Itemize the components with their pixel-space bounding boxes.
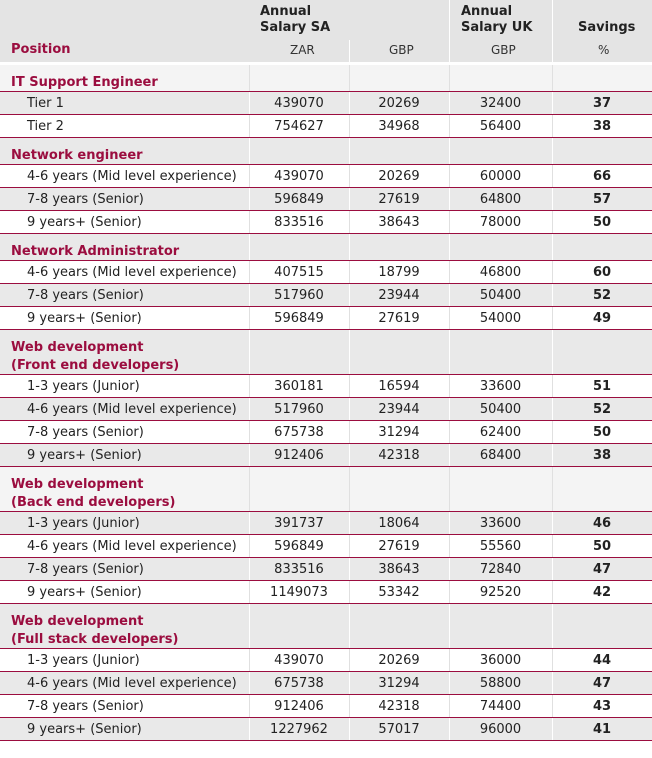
position-cell: 4-6 years (Mid level experience) xyxy=(27,401,237,417)
savings-cell: 60 xyxy=(592,264,612,280)
column-divider xyxy=(449,467,450,511)
gbp-uk-cell: 92520 xyxy=(479,584,522,600)
position-cell: 9 years+ (Senior) xyxy=(27,584,142,600)
savings-cell: 57 xyxy=(592,191,612,207)
table-row xyxy=(0,512,652,535)
zar-cell: 912406 xyxy=(274,698,324,714)
column-divider xyxy=(249,138,250,164)
gbp-sa-cell: 27619 xyxy=(378,191,420,207)
gbp-sa-cell: 57017 xyxy=(378,721,420,737)
column-divider xyxy=(552,65,553,91)
position-cell: 7-8 years (Senior) xyxy=(27,698,144,714)
gbp-sa-subheader: GBP xyxy=(389,43,414,57)
savings-cell: 37 xyxy=(592,95,612,111)
table-row xyxy=(0,649,652,672)
gbp-uk-cell: 54000 xyxy=(479,310,522,326)
column-divider xyxy=(249,234,250,260)
column-divider xyxy=(249,65,250,91)
column-divider xyxy=(349,234,350,260)
zar-cell: 1149073 xyxy=(270,584,328,600)
zar-cell: 833516 xyxy=(274,214,324,230)
gbp-uk-cell: 60000 xyxy=(479,168,522,184)
column-divider xyxy=(552,138,553,164)
gbp-sa-cell: 27619 xyxy=(378,310,420,326)
group-title: IT Support Engineer xyxy=(11,75,158,90)
table-row xyxy=(0,307,652,330)
zar-cell: 439070 xyxy=(274,95,324,111)
gbp-uk-cell: 50400 xyxy=(479,287,522,303)
column-divider xyxy=(349,330,350,374)
header-divider xyxy=(449,0,450,62)
gbp-uk-subheader: GBP xyxy=(491,43,516,57)
position-cell: 4-6 years (Mid level experience) xyxy=(27,675,237,691)
gbp-uk-cell: 78000 xyxy=(479,214,522,230)
table-row xyxy=(0,558,652,581)
position-cell: 1-3 years (Junior) xyxy=(27,378,140,394)
savings-header: Savings xyxy=(578,20,636,35)
savings-cell: 42 xyxy=(592,584,612,600)
gbp-sa-cell: 20269 xyxy=(378,168,420,184)
gbp-uk-cell: 96000 xyxy=(479,721,522,737)
percent-subheader: % xyxy=(598,43,610,57)
group-title: Network engineer xyxy=(11,148,143,163)
position-cell: 1-3 years (Junior) xyxy=(27,652,140,668)
column-divider xyxy=(449,604,450,648)
group-title: Web development (Full stack developers) xyxy=(11,614,179,647)
table-header xyxy=(0,0,652,62)
table-row xyxy=(0,718,652,741)
savings-cell: 51 xyxy=(592,378,612,394)
gbp-sa-cell: 31294 xyxy=(378,675,420,691)
savings-cell: 38 xyxy=(592,118,612,134)
table-row xyxy=(0,165,652,188)
gbp-uk-cell: 33600 xyxy=(479,515,522,531)
position-cell: 4-6 years (Mid level experience) xyxy=(27,168,237,184)
zar-cell: 754627 xyxy=(274,118,324,134)
zar-cell: 596849 xyxy=(274,538,324,554)
gbp-uk-cell: 58800 xyxy=(479,675,522,691)
gbp-uk-cell: 32400 xyxy=(479,95,522,111)
zar-cell: 596849 xyxy=(274,310,324,326)
table-row xyxy=(0,211,652,234)
group-title: Network Administrator xyxy=(11,244,180,259)
gbp-uk-cell: 50400 xyxy=(479,401,522,417)
savings-cell: 47 xyxy=(592,675,612,691)
savings-cell: 50 xyxy=(592,538,612,554)
gbp-uk-cell: 72840 xyxy=(479,561,522,577)
zar-cell: 1227962 xyxy=(270,721,328,737)
column-divider xyxy=(449,330,450,374)
zar-cell: 833516 xyxy=(274,561,324,577)
column-divider xyxy=(552,330,553,374)
savings-cell: 50 xyxy=(592,214,612,230)
column-divider xyxy=(349,65,350,91)
gbp-uk-cell: 64800 xyxy=(479,191,522,207)
zar-cell: 912406 xyxy=(274,447,324,463)
annual-salary-sa-header: Annual Salary SA xyxy=(260,4,331,35)
table-row xyxy=(0,115,652,138)
gbp-sa-cell: 18064 xyxy=(378,515,420,531)
gbp-sa-cell: 23944 xyxy=(378,401,420,417)
savings-cell: 52 xyxy=(592,287,612,303)
zar-subheader: ZAR xyxy=(290,43,315,57)
column-divider xyxy=(552,467,553,511)
table-row xyxy=(0,672,652,695)
group-header-row xyxy=(0,604,652,649)
table-body xyxy=(0,65,652,741)
gbp-sa-cell: 23944 xyxy=(378,287,420,303)
gbp-uk-cell: 62400 xyxy=(479,424,522,440)
zar-cell: 439070 xyxy=(274,168,324,184)
gbp-uk-cell: 56400 xyxy=(479,118,522,134)
table-row xyxy=(0,261,652,284)
savings-cell: 66 xyxy=(592,168,612,184)
annual-salary-uk-header: Annual Salary UK xyxy=(461,4,533,35)
column-divider xyxy=(349,604,350,648)
group-header-row xyxy=(0,330,652,375)
position-cell: 7-8 years (Senior) xyxy=(27,424,144,440)
group-header-row xyxy=(0,234,652,261)
group-header-row xyxy=(0,138,652,165)
savings-cell: 43 xyxy=(592,698,612,714)
header-divider xyxy=(349,40,350,62)
gbp-uk-cell: 36000 xyxy=(479,652,522,668)
table-row xyxy=(0,581,652,604)
savings-cell: 38 xyxy=(592,447,612,463)
savings-cell: 47 xyxy=(592,561,612,577)
table-row xyxy=(0,398,652,421)
header-divider xyxy=(552,0,553,62)
savings-cell: 50 xyxy=(592,424,612,440)
savings-cell: 44 xyxy=(592,652,612,668)
position-cell: 9 years+ (Senior) xyxy=(27,214,142,230)
table-row xyxy=(0,375,652,398)
column-divider xyxy=(552,604,553,648)
column-divider xyxy=(552,234,553,260)
gbp-sa-cell: 34968 xyxy=(378,118,420,134)
zar-cell: 675738 xyxy=(274,424,324,440)
position-cell: 4-6 years (Mid level experience) xyxy=(27,264,237,280)
table-row xyxy=(0,535,652,558)
column-divider xyxy=(249,330,250,374)
table-row xyxy=(0,92,652,115)
zar-cell: 517960 xyxy=(274,287,324,303)
gbp-sa-cell: 38643 xyxy=(378,214,420,230)
savings-cell: 41 xyxy=(592,721,612,737)
position-cell: 7-8 years (Senior) xyxy=(27,287,144,303)
gbp-sa-cell: 31294 xyxy=(378,424,420,440)
savings-cell: 49 xyxy=(592,310,612,326)
column-divider xyxy=(249,467,250,511)
gbp-sa-cell: 42318 xyxy=(378,447,420,463)
zar-cell: 517960 xyxy=(274,401,324,417)
gbp-uk-cell: 68400 xyxy=(479,447,522,463)
column-divider xyxy=(349,467,350,511)
gbp-sa-cell: 16594 xyxy=(378,378,420,394)
zar-cell: 439070 xyxy=(274,652,324,668)
position-header: Position xyxy=(11,42,71,57)
table-row xyxy=(0,421,652,444)
gbp-sa-cell: 53342 xyxy=(378,584,420,600)
table-row xyxy=(0,188,652,211)
savings-cell: 46 xyxy=(592,515,612,531)
group-title: Web development (Front end developers) xyxy=(11,340,180,373)
savings-cell: 52 xyxy=(592,401,612,417)
position-cell: 4-6 years (Mid level experience) xyxy=(27,538,237,554)
zar-cell: 675738 xyxy=(274,675,324,691)
zar-cell: 360181 xyxy=(274,378,324,394)
position-cell: 7-8 years (Senior) xyxy=(27,191,144,207)
gbp-sa-cell: 20269 xyxy=(378,652,420,668)
position-cell: 1-3 years (Junior) xyxy=(27,515,140,531)
zar-cell: 391737 xyxy=(274,515,324,531)
group-header-row xyxy=(0,65,652,92)
gbp-sa-cell: 27619 xyxy=(378,538,420,554)
position-cell: Tier 1 xyxy=(27,95,64,111)
gbp-sa-cell: 18799 xyxy=(378,264,420,280)
column-divider xyxy=(449,234,450,260)
zar-cell: 407515 xyxy=(274,264,324,280)
column-divider xyxy=(349,138,350,164)
gbp-uk-cell: 46800 xyxy=(479,264,522,280)
column-divider xyxy=(449,65,450,91)
column-divider xyxy=(249,604,250,648)
gbp-uk-cell: 74400 xyxy=(479,698,522,714)
zar-cell: 596849 xyxy=(274,191,324,207)
group-title: Web development (Back end developers) xyxy=(11,477,176,510)
position-cell: 9 years+ (Senior) xyxy=(27,721,142,737)
table-row xyxy=(0,695,652,718)
column-divider xyxy=(449,138,450,164)
position-cell: 7-8 years (Senior) xyxy=(27,561,144,577)
table-row xyxy=(0,284,652,307)
group-header-row xyxy=(0,467,652,512)
position-cell: 9 years+ (Senior) xyxy=(27,447,142,463)
table-row xyxy=(0,444,652,467)
position-cell: 9 years+ (Senior) xyxy=(27,310,142,326)
gbp-sa-cell: 42318 xyxy=(378,698,420,714)
gbp-sa-cell: 20269 xyxy=(378,95,420,111)
gbp-uk-cell: 55560 xyxy=(479,538,522,554)
gbp-sa-cell: 38643 xyxy=(378,561,420,577)
gbp-uk-cell: 33600 xyxy=(479,378,522,394)
position-cell: Tier 2 xyxy=(27,118,64,134)
